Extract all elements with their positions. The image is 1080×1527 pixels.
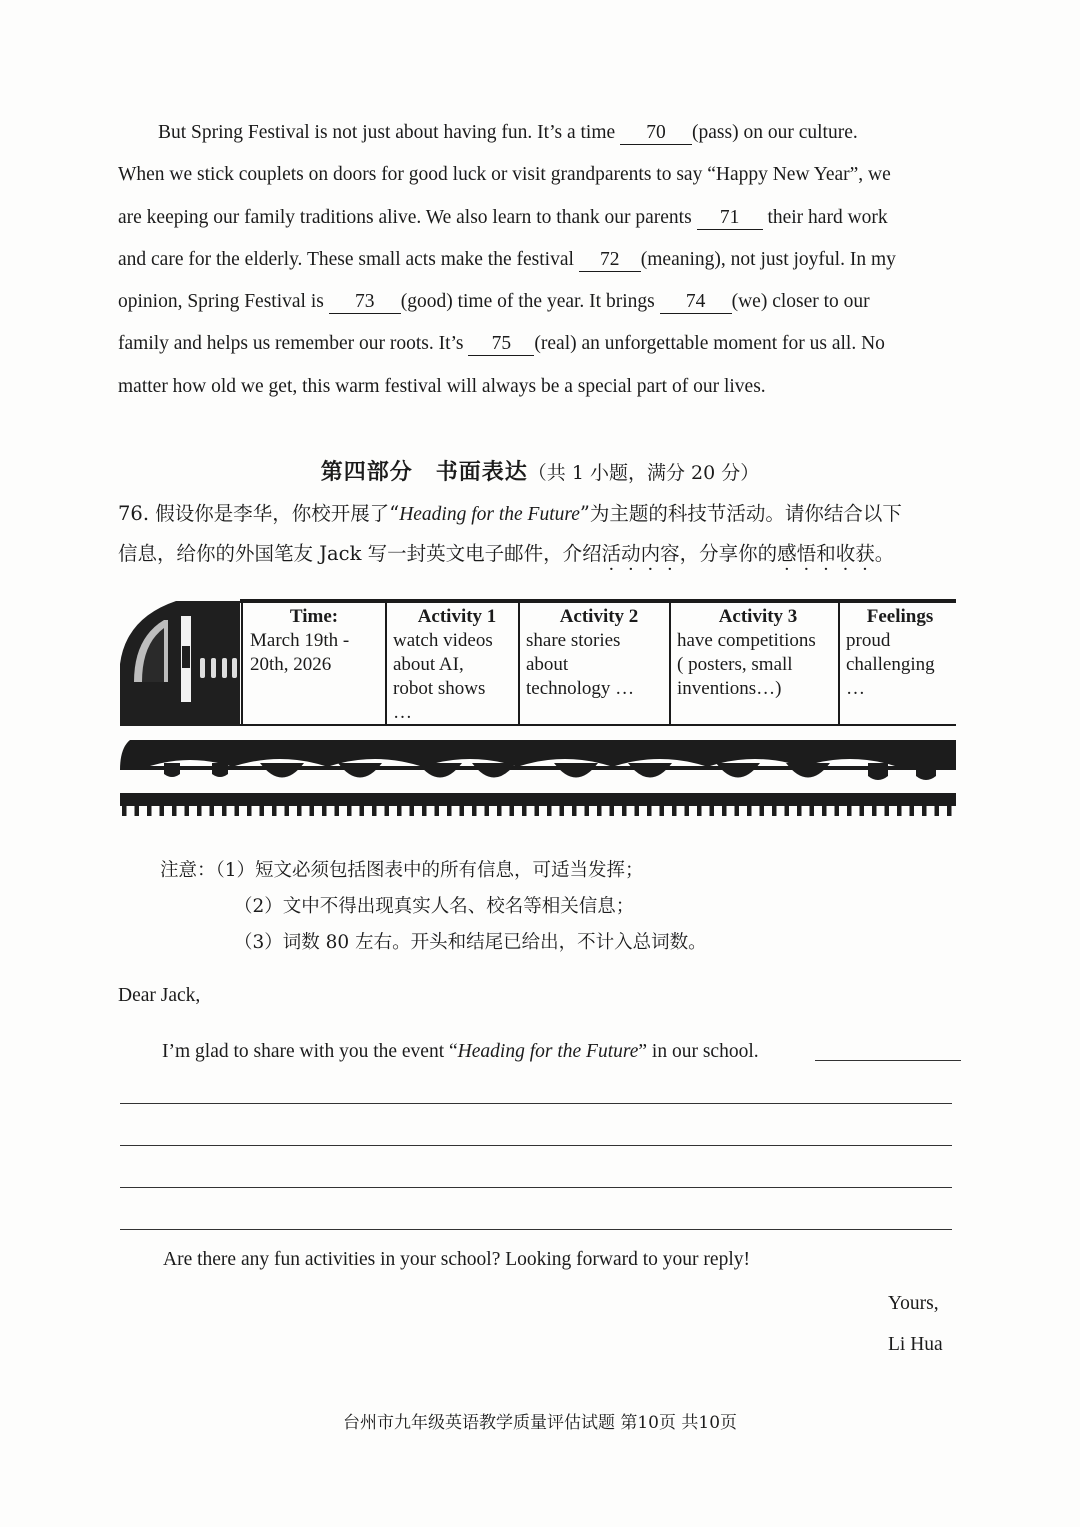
rail-tie — [710, 805, 715, 816]
rail-tie — [122, 805, 127, 816]
passage-line — [118, 239, 963, 281]
emphasis-char: 收 — [835, 542, 856, 565]
rail-tie — [935, 805, 940, 816]
passage-text: (meaning), not just joyful. In my — [640, 248, 896, 270]
writing-notes — [160, 853, 707, 961]
feelings-header: Feelings — [866, 606, 934, 627]
task-line — [118, 494, 963, 534]
passage-line — [118, 281, 963, 323]
time-line: March 19th - — [250, 630, 350, 651]
task-line — [118, 534, 963, 573]
rail-tie — [360, 805, 365, 816]
rail-tie — [660, 805, 665, 816]
event-name: Heading for the Future — [457, 1041, 639, 1062]
cloze-passage — [118, 112, 963, 408]
rail-tie — [672, 805, 677, 816]
passage-text: opinion, Spring Festival is — [118, 291, 324, 313]
rail-tie — [835, 805, 840, 816]
rail-tie — [697, 805, 702, 816]
activity-3-line: ( posters, small — [677, 654, 793, 675]
rail-tie — [772, 805, 777, 816]
rail-tie — [347, 805, 352, 816]
rail-tie — [647, 805, 652, 816]
note-line — [160, 853, 707, 889]
passage-line — [118, 112, 963, 154]
activity-1-line: about AI, — [393, 654, 464, 675]
rail-tie — [510, 805, 515, 816]
activity-2-line: technology … — [526, 678, 635, 699]
rail-tie — [747, 805, 752, 816]
rail-tie — [785, 805, 790, 816]
rail-tie — [722, 805, 727, 816]
emphasis-char: 获 — [855, 542, 875, 565]
rail-tie — [247, 805, 252, 816]
activity-2-line: share stories — [526, 630, 621, 651]
train-undercarriage — [120, 740, 956, 780]
blank-74[interactable]: 74 — [660, 291, 732, 314]
opening-text: I’m glad to share with you the event “ — [162, 1041, 458, 1062]
rail-tie — [472, 805, 477, 816]
rail-tie — [135, 805, 140, 816]
time-line: 20th, 2026 — [250, 654, 332, 675]
rail-tie — [447, 805, 452, 816]
rail-tie — [397, 805, 402, 816]
rail-tie — [872, 805, 877, 816]
blank-75[interactable]: 75 — [468, 333, 534, 356]
letter-opening — [162, 1040, 759, 1064]
passage-text: (good) time of the year. It brings — [400, 291, 655, 313]
note-line — [160, 889, 707, 925]
activity-1-header: Activity 1 — [417, 606, 497, 627]
rail-tie — [797, 805, 802, 816]
rail-tie — [860, 805, 865, 816]
emphasis-char: 动 — [621, 542, 641, 565]
task-text: ”为主题的科技节活动。请你结合以下 — [579, 502, 902, 525]
time-header: Time: — [289, 606, 339, 627]
passage-text: are keeping our family traditions alive. We also learn to thank our parents — [118, 206, 692, 228]
rail-tie — [897, 805, 902, 816]
activity-1-line: watch videos — [393, 630, 493, 651]
page-footer: 台州市九年级英语教学质量评估试题 第10页 共10页 — [342, 1413, 738, 1433]
feelings-line: … — [846, 678, 865, 699]
train-track — [120, 793, 956, 816]
rail-tie — [810, 805, 815, 816]
activity-3-line: have competitions — [677, 630, 816, 651]
rail-tie — [297, 805, 302, 816]
rail-tie — [460, 805, 465, 816]
rail-tie — [622, 805, 627, 816]
passage-text: and care for the elderly. These small acts make the festival — [118, 248, 574, 270]
notes-label: 注意： — [160, 860, 216, 881]
rail-tie — [172, 805, 177, 816]
table-cell-activity-1 — [393, 605, 521, 725]
table-cell-activity-3 — [677, 605, 839, 725]
rail-tie — [547, 805, 552, 816]
rail-tie — [685, 805, 690, 816]
activity-2-line: about — [526, 654, 569, 675]
blank-73[interactable]: 73 — [329, 291, 401, 314]
emphasis-char: 容 — [660, 542, 680, 565]
note-1: （1）短文必须包括图表中的所有信息，可适当发挥； — [215, 860, 644, 881]
emphasis-char: 活 — [601, 542, 622, 565]
task-text: 信息，给你的外国笔友 Jack 写一封英文电子邮件，介绍 — [118, 542, 602, 565]
writing-line[interactable] — [120, 1187, 952, 1188]
rail-tie — [147, 805, 152, 816]
opening-text: ” in our school. — [638, 1041, 759, 1062]
rail-tie — [597, 805, 602, 816]
emphasis-char: 和 — [816, 542, 836, 565]
rail-tie — [760, 805, 765, 816]
passage-text: But Spring Festival is not just about having fun. It’s a time — [158, 122, 616, 143]
task-theme: Heading for the Future — [399, 504, 580, 525]
rail-tie — [335, 805, 340, 816]
rail-tie — [372, 805, 377, 816]
writing-line[interactable] — [120, 1145, 952, 1146]
emphasis-char: 感 — [777, 542, 797, 565]
rail-tie — [260, 805, 265, 816]
passage-line — [118, 154, 963, 196]
blank-71[interactable]: 71 — [697, 207, 763, 230]
table-cell-activity-2 — [526, 605, 672, 725]
table-cell-feelings — [846, 605, 954, 725]
passage-line — [118, 197, 963, 239]
rail-tie — [160, 805, 165, 816]
passage-text: (we) closer to our — [731, 291, 870, 313]
rail-tie — [735, 805, 740, 816]
note-2: （2）文中不得出现真实人名、校名等相关信息； — [234, 896, 635, 917]
activity-1-line: … — [393, 702, 412, 723]
activity-3-header: Activity 3 — [718, 606, 798, 627]
letter-signature: Li Hua — [888, 1334, 943, 1355]
blank-72[interactable]: 72 — [579, 249, 641, 272]
rail-tie — [910, 805, 915, 816]
rail-tie — [585, 805, 590, 816]
rail-tie — [522, 805, 527, 816]
rail-tie — [197, 805, 202, 816]
rail-tie — [485, 805, 490, 816]
letter-greeting: Dear Jack, — [118, 985, 201, 1006]
activity-3-line: inventions…) — [677, 678, 782, 699]
task-text: 。 — [874, 542, 895, 565]
feelings-line: challenging — [846, 654, 935, 675]
rail-tie — [185, 805, 190, 816]
emphasis-char: 内 — [640, 542, 661, 565]
rail-tie — [322, 805, 327, 816]
rail-tie — [497, 805, 502, 816]
note-3: （3）词数 80 左右。开头和结尾已给出，不计入总词数。 — [234, 932, 707, 953]
writing-line[interactable] — [120, 1103, 952, 1104]
emphasis-char: 悟 — [796, 542, 817, 565]
passage-text: When we stick couplets on doors for good luck or visit grandparents to say “Happy New Year”, we — [118, 164, 891, 186]
task-text: ，分享你的 — [679, 542, 778, 565]
rail-tie — [222, 805, 227, 816]
activity-1-line: robot shows — [393, 678, 486, 699]
rail-tie — [385, 805, 390, 816]
passage-text: (real) an unforgettable moment for us all. No — [534, 333, 885, 355]
activity-2-header: Activity 2 — [559, 606, 639, 627]
rail-tie — [410, 805, 415, 816]
section-title: 第四部分 书面表达 — [320, 460, 528, 485]
rail-tie — [210, 805, 215, 816]
rail-tie — [947, 805, 952, 816]
rail-tie — [560, 805, 565, 816]
rail-tie — [435, 805, 440, 816]
rail-tie — [422, 805, 427, 816]
rail-tie — [922, 805, 927, 816]
rail-tie — [822, 805, 827, 816]
table-cell-time — [250, 605, 384, 725]
passage-text: (pass) on our culture. — [692, 122, 858, 143]
rail-tie — [610, 805, 615, 816]
letter-closing: Are there any fun activities in your school? Looking forward to your reply! — [163, 1249, 750, 1270]
section-subtitle: （共 1 小题，满分 20 分） — [527, 462, 760, 484]
section-heading — [0, 455, 1080, 486]
train-nose — [120, 601, 240, 726]
rail-tie — [235, 805, 240, 816]
rail-tie — [572, 805, 577, 816]
passage-line — [118, 366, 963, 408]
note-line — [160, 925, 707, 961]
writing-line[interactable] — [120, 1229, 952, 1230]
rail-tie — [272, 805, 277, 816]
passage-text: their hard work — [767, 206, 888, 228]
writing-task — [118, 494, 963, 573]
passage-text: matter how old we get, this warm festival will always be a special part of our lives. — [118, 375, 766, 397]
passage-line — [118, 323, 963, 365]
writing-line-first[interactable] — [815, 1060, 961, 1061]
rail-tie — [310, 805, 315, 816]
rail-tie — [635, 805, 640, 816]
task-text: 76. 假设你是李华，你校开展了“ — [118, 502, 400, 525]
rail-tie — [285, 805, 290, 816]
passage-text: family and helps us remember our roots. It’s — [118, 333, 464, 355]
letter-signoff: Yours, — [888, 1293, 939, 1314]
rail-tie — [885, 805, 890, 816]
rail-tie — [847, 805, 852, 816]
blank-70[interactable]: 70 — [620, 122, 692, 145]
feelings-line: proud — [846, 630, 891, 651]
rail-tie — [535, 805, 540, 816]
